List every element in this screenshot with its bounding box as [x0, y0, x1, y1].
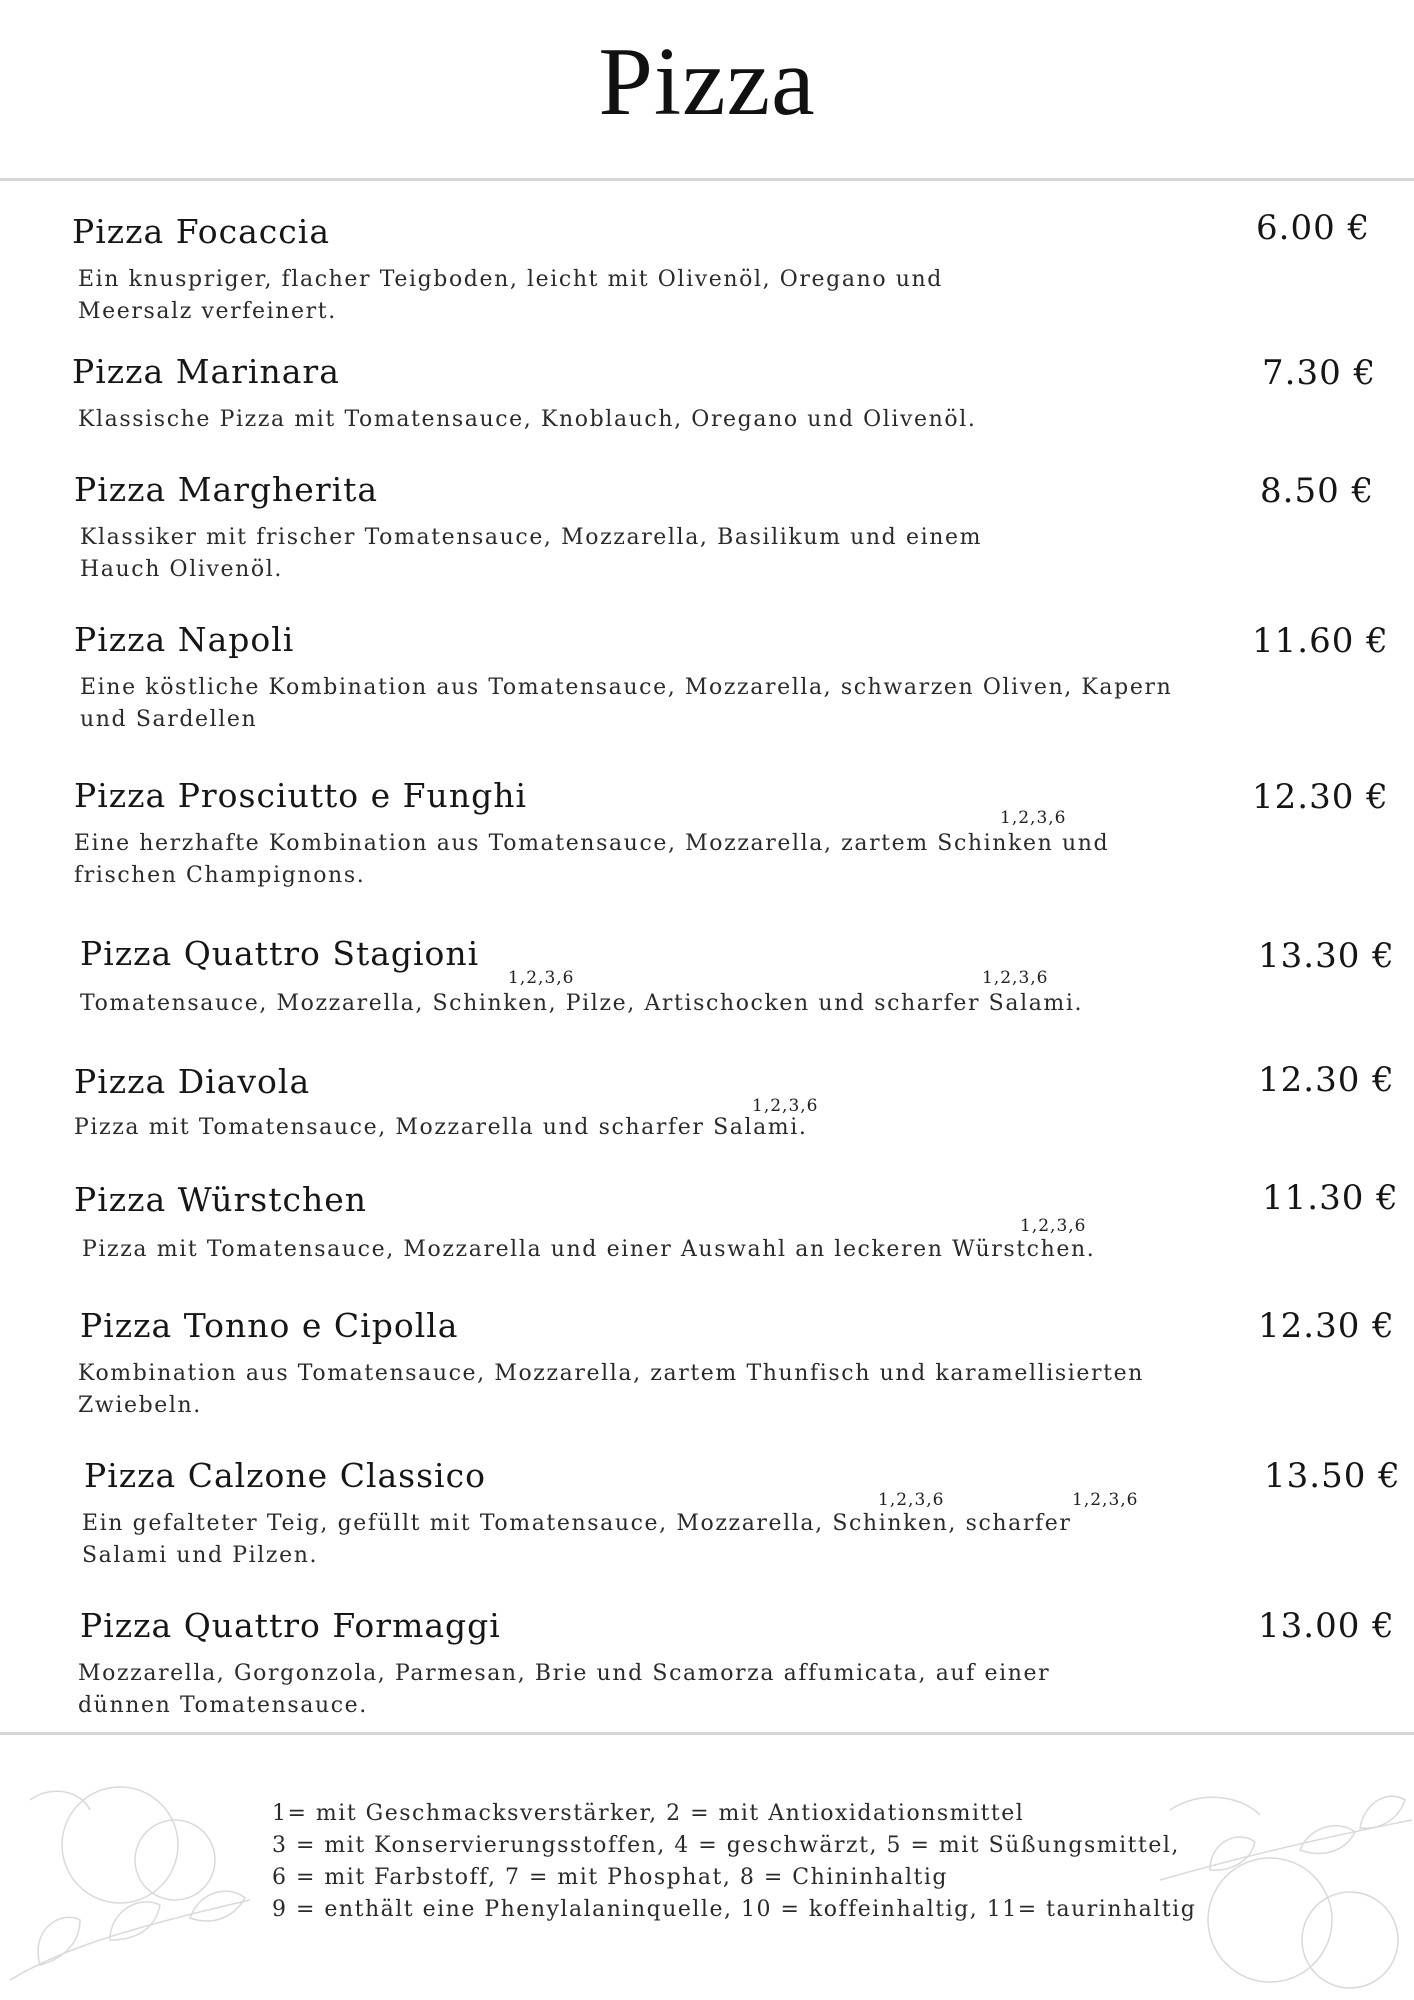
- item-price: 13.30 €: [1258, 936, 1395, 976]
- item-price: 12.30 €: [1258, 1060, 1395, 1100]
- bottom-divider: [0, 1732, 1414, 1735]
- legend-line: 1= mit Geschmacksverstärker, 2 = mit Antioxidationsmittel: [272, 1801, 1025, 1826]
- item-name: Pizza Marinara: [72, 352, 340, 391]
- item-price: 6.00 €: [1256, 208, 1371, 248]
- item-name: Pizza Focaccia: [72, 212, 331, 251]
- allergen-marker: 1,2,3,6: [1020, 1216, 1087, 1236]
- allergen-marker: 1,2,3,6: [982, 968, 1049, 988]
- legend-line: 9 = enthält eine Phenylalaninquelle, 10 = koffeinhaltig, 11= taurinhaltig: [272, 1897, 1197, 1922]
- item-name: Pizza Quattro Formaggi: [80, 1606, 501, 1645]
- item-price: 12.30 €: [1252, 777, 1389, 817]
- item-name: Pizza Calzone Classico: [84, 1456, 486, 1495]
- item-description: Eine herzhafte Kombination aus Tomatensauce, Mozzarella, zartem Schinken und frischen Champignons.: [74, 831, 1110, 888]
- item-price: 8.50 €: [1260, 471, 1375, 511]
- item-price: 11.60 €: [1252, 621, 1389, 661]
- allergen-marker: 1,2,3,6: [508, 968, 575, 988]
- item-price: 11.30 €: [1262, 1178, 1399, 1218]
- allergen-marker: 1,2,3,6: [1000, 808, 1067, 828]
- lemon-branch-right-icon: [1150, 1770, 1414, 2000]
- legend-line: 3 = mit Konservierungsstoffen, 4 = geschwärzt, 5 = mit Süßungsmittel,: [272, 1833, 1180, 1858]
- lemon-branch-left-icon: [0, 1760, 280, 2000]
- item-description: Klassiker mit frischer Tomatensauce, Mozzarella, Basilikum und einem Hauch Olivenöl.: [80, 525, 983, 582]
- item-description: Mozzarella, Gorgonzola, Parmesan, Brie und Scamorza affumicata, auf einer dünnen Tomatensauce.: [78, 1661, 1051, 1718]
- item-description: Ein gefalteter Teig, gefüllt mit Tomatensauce, Mozzarella, Schinken, scharfer Salami und Pilzen.: [82, 1511, 1072, 1568]
- item-name: Pizza Quattro Stagioni: [80, 934, 480, 973]
- item-price: 13.00 €: [1258, 1606, 1395, 1646]
- item-name: Pizza Diavola: [74, 1062, 311, 1101]
- allergen-marker: 1,2,3,6: [878, 1490, 945, 1510]
- item-description: Pizza mit Tomatensauce, Mozzarella und scharfer Salami.: [74, 1115, 808, 1140]
- allergen-legend: [272, 1798, 1197, 1926]
- item-name: Pizza Prosciutto e Funghi: [74, 776, 528, 815]
- item-description: Eine köstliche Kombination aus Tomatensauce, Mozzarella, schwarzen Oliven, Kapern und Sardellen: [80, 675, 1173, 732]
- top-divider: [0, 178, 1414, 181]
- item-description: Ein knuspriger, flacher Teigboden, leicht mit Olivenöl, Oregano und Meersalz verfeinert.: [78, 267, 943, 324]
- item-name: Pizza Tonno e Cipolla: [80, 1306, 459, 1345]
- item-description: Tomatensauce, Mozzarella, Schinken, Pilze, Artischocken und scharfer Salami.: [80, 991, 1084, 1016]
- legend-line: 6 = mit Farbstoff, 7 = mit Phosphat, 8 = Chininhaltig: [272, 1865, 948, 1890]
- item-price: 7.30 €: [1262, 353, 1377, 393]
- allergen-marker: 1,2,3,6: [752, 1096, 819, 1116]
- allergen-marker: 1,2,3,6: [1072, 1490, 1139, 1510]
- item-price: 13.50 €: [1264, 1456, 1401, 1496]
- item-name: Pizza Margherita: [74, 470, 379, 509]
- item-name: Pizza Würstchen: [74, 1180, 368, 1219]
- item-description: Pizza mit Tomatensauce, Mozzarella und einer Auswahl an leckeren Würstchen.: [82, 1237, 1096, 1262]
- item-description: Kombination aus Tomatensauce, Mozzarella, zartem Thunfisch und karamellisierten Zwiebeln.: [78, 1361, 1144, 1418]
- item-name: Pizza Napoli: [74, 620, 295, 659]
- page-title: Pizza: [598, 28, 816, 136]
- item-price: 12.30 €: [1258, 1306, 1395, 1346]
- item-description: Klassische Pizza mit Tomatensauce, Knoblauch, Oregano und Olivenöl.: [78, 407, 977, 432]
